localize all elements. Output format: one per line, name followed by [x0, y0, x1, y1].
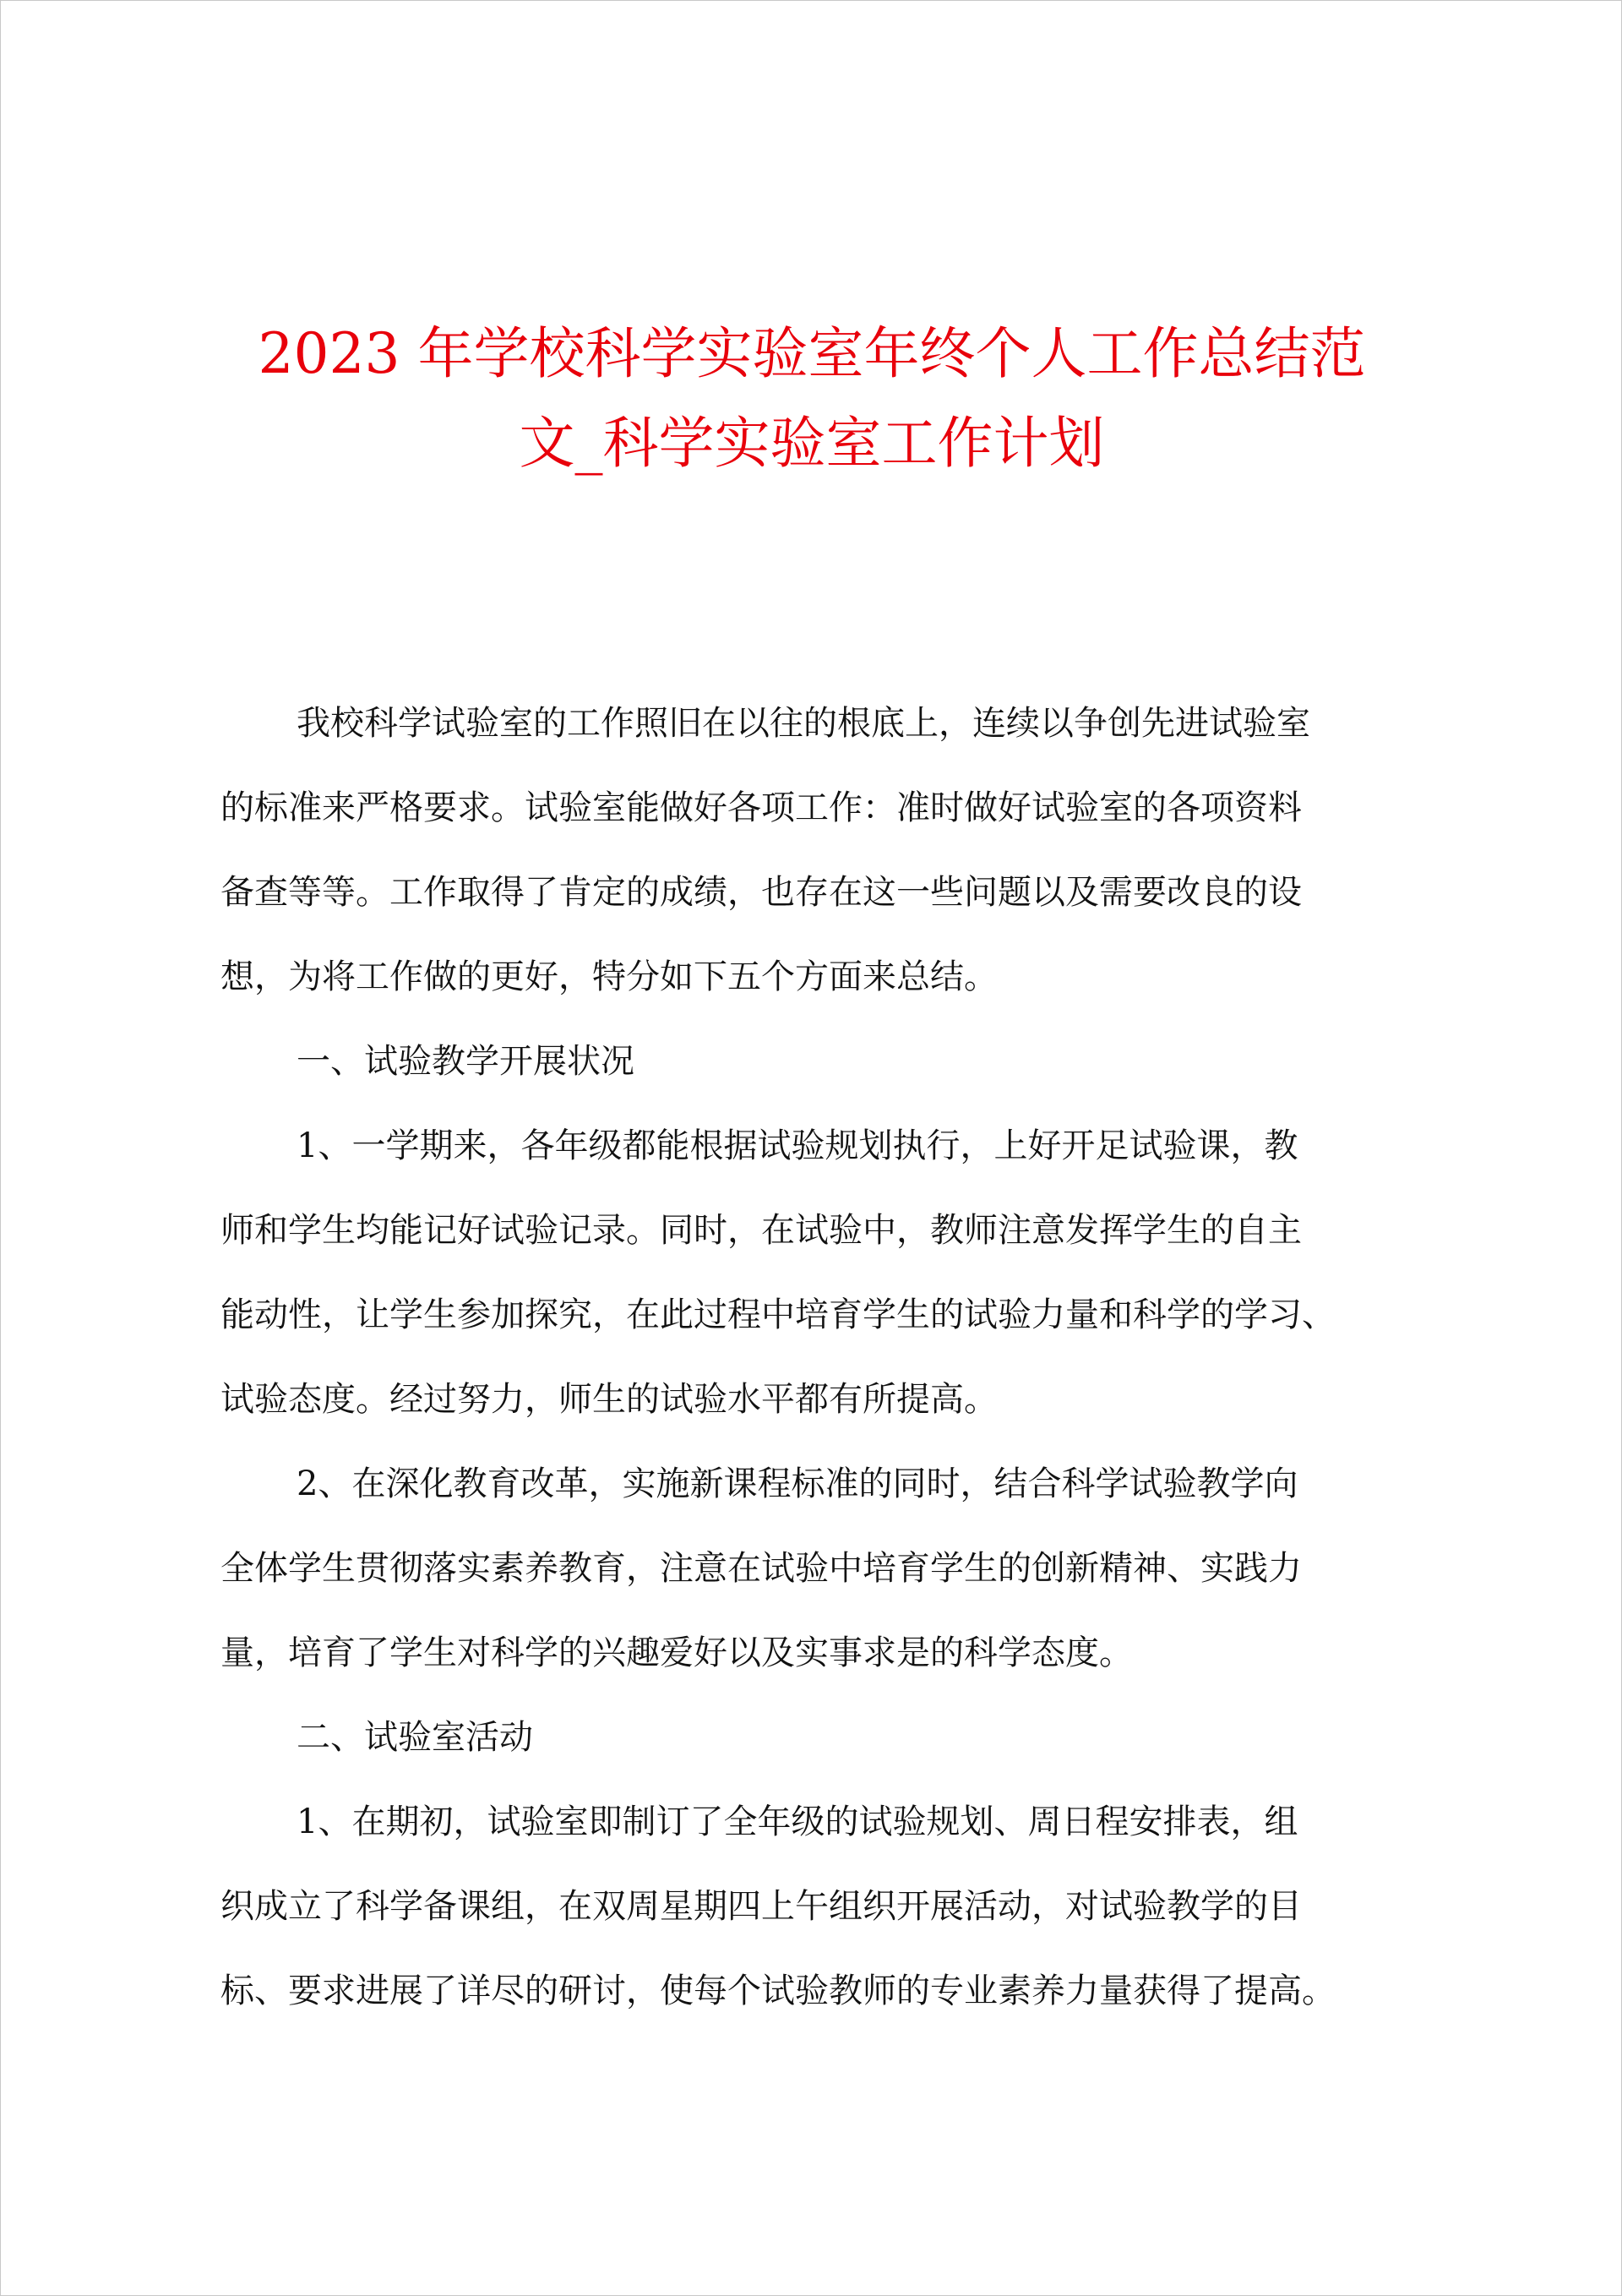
text-line: 备查等等。工作取得了肯定的成绩，也存在这一些问题以及需要改良的设 — [220, 873, 1302, 912]
section-heading-1 — [220, 1019, 1420, 1104]
text-line: 师和学生均能记好试验记录。同时，在试验中，教师注意发挥学生的自主 — [220, 1211, 1302, 1250]
title-line-1: 2023 年学校科学实验室年终个人工作总结范 — [258, 321, 1366, 386]
text-line: 量，培育了学生对科学的兴趣爱好以及实事求是的科学态度。 — [220, 1633, 1133, 1672]
text-line: 1、在期初，试验室即制订了全年级的试验规划、周日程安排表，组 — [297, 1802, 1298, 1841]
text-line: 想，为将工作做的更好，特分如下五个方面来总结。 — [220, 957, 998, 996]
paragraph-section1-item2 — [220, 1442, 1420, 1695]
text-line: 2、在深化教育改革，实施新课程标准的同时，结合科学试验教学向 — [297, 1464, 1298, 1503]
document-title — [153, 309, 1471, 488]
text-line: 试验态度。经过努力，师生的试验水平都有所提高。 — [220, 1380, 998, 1419]
text-line: 我校科学试验室的工作照旧在以往的根底上，连续以争创先进试验室 — [297, 704, 1310, 743]
text-line: 全体学生贯彻落实素养教育，注意在试验中培育学生的创新精神、实践力 — [220, 1549, 1302, 1588]
text-line: 的标准来严格要求。试验室能做好各项工作：准时做好试验室的各项资料 — [220, 788, 1302, 827]
text-line: 标、要求进展了详尽的研讨，使每个试验教师的专业素养力量获得了提高。 — [220, 1972, 1336, 2010]
text-line: 1、一学期来，各年级都能根据试验规划执行，上好开足试验课，教 — [297, 1126, 1298, 1165]
heading-text: 一、试验教学开展状况 — [297, 1042, 634, 1081]
title-line-2: 文_科学实验室工作计划 — [519, 411, 1105, 476]
document-body — [220, 681, 1420, 2033]
text-line: 织成立了科学备课组，在双周星期四上午组织开展活动，对试验教学的目 — [220, 1887, 1302, 1926]
paragraph-section2-item1 — [220, 1780, 1420, 2033]
paragraph-section1-item1 — [220, 1104, 1420, 1442]
section-heading-2 — [220, 1695, 1420, 1780]
paragraph-intro — [220, 681, 1420, 1019]
text-line: 能动性，让学生参加探究，在此过程中培育学生的试验力量和科学的学习、 — [220, 1295, 1336, 1334]
heading-text: 二、试验室活动 — [297, 1718, 533, 1757]
